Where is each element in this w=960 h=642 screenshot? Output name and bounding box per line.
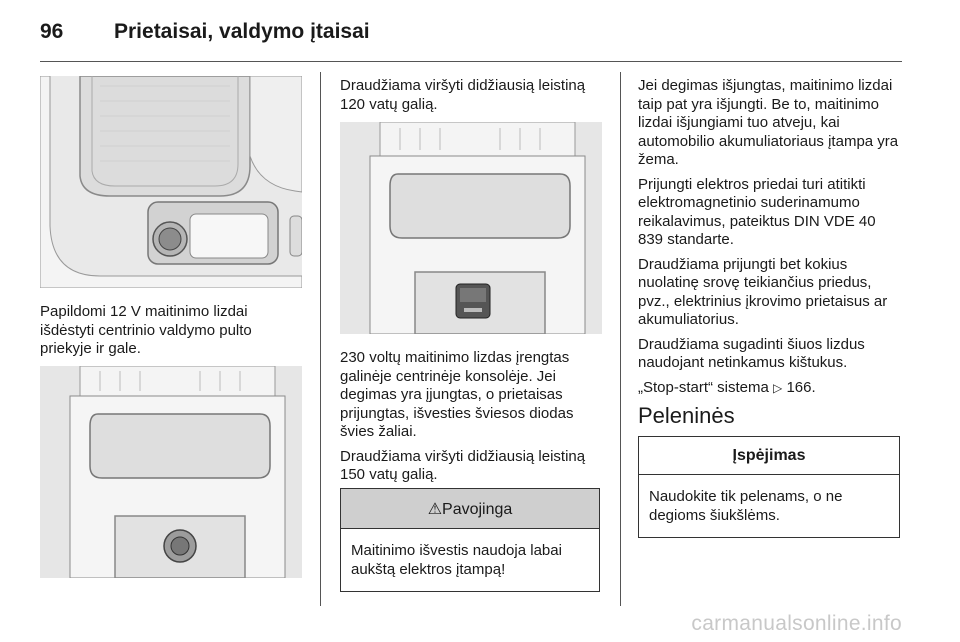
watermark: carmanualsonline.info — [691, 612, 902, 635]
warning-box-text: Naudokite tik pelenams, o ne degioms šiukšlėms. — [649, 488, 843, 524]
page-number: 96 — [40, 20, 64, 43]
col2-paragraph-1: Draudžiama viršyti didžiausią leistiną 120 vatų galią. — [340, 77, 586, 113]
col3-paragraph-5 — [638, 379, 903, 398]
stop-start-text: „Stop-start“ sistema — [638, 378, 769, 396]
column-divider-2 — [620, 72, 621, 606]
triangle-ref-icon: ▷ — [773, 380, 783, 395]
column-divider-1 — [320, 72, 321, 606]
col3-paragraph-1: Jei degimas išjungtas, maitinimo lizdai taip pat yra išjungti. Be to, maitinimo lizdai išjungiami tuo atveju, kai automobilio akumuliatoriaus įtampa yra žema. — [638, 77, 899, 168]
col2-text-mid — [340, 349, 605, 491]
section-title-ashtrays: Peleninės — [638, 403, 735, 428]
warning-box-title: Įspėjimas — [639, 437, 899, 475]
header-rule — [40, 61, 902, 62]
col3-text — [638, 77, 903, 403]
col2-text-top — [340, 77, 605, 120]
page-header — [40, 20, 370, 44]
page-reference[interactable]: 166. — [786, 378, 816, 396]
col3-paragraph-3: Draudžiama prijungti bet kokius nuolatinę srovę teikiančius priedus, pvz., elektrinius įkrovimo prietaisus ar akumuliatorius. — [638, 255, 888, 328]
rear-230v-socket-figure — [340, 122, 602, 334]
col1-caption-text: Papildomi 12 V maitinimo lizdai išdėstyti centrinio valdymo pulto priekyje ir gale. — [40, 303, 252, 357]
col1-caption — [40, 303, 305, 365]
front-console-socket-figure — [40, 76, 302, 288]
col2-paragraph-2: 230 voltų maitinimo lizdas įrengtas galinėje centrinėje konsolėje. Jei degimas yra įjungtas, o prietaisas prijungtas, išvesties šviesos diodas švies žaliai. — [340, 349, 574, 440]
danger-icon: ⚠ — [427, 501, 443, 518]
danger-box-header — [341, 489, 599, 529]
col2-paragraph-3: Draudžiama viršyti didžiausią leistiną 150 vatų galią. — [340, 447, 586, 483]
col3-paragraph-4: Draudžiama sugadinti šiuos lizdus naudojant netinkamus kištukus. — [638, 335, 865, 371]
page-title: Prietaisai, valdymo įtaisai — [114, 20, 370, 43]
danger-box-text: Maitinimo išvestis naudoja labai aukštą elektros įtampą! — [351, 542, 562, 578]
rear-console-socket-figure — [40, 366, 302, 578]
col3-paragraph-2: Prijungti elektros priedai turi atitikti elektromagnetinio suderinamumo reikalavimus, pateiktus DIN VDE 40 839 standarte. — [638, 175, 876, 248]
warning-box — [638, 436, 900, 538]
danger-box-title: Pavojinga — [442, 501, 513, 518]
danger-box — [340, 488, 600, 592]
